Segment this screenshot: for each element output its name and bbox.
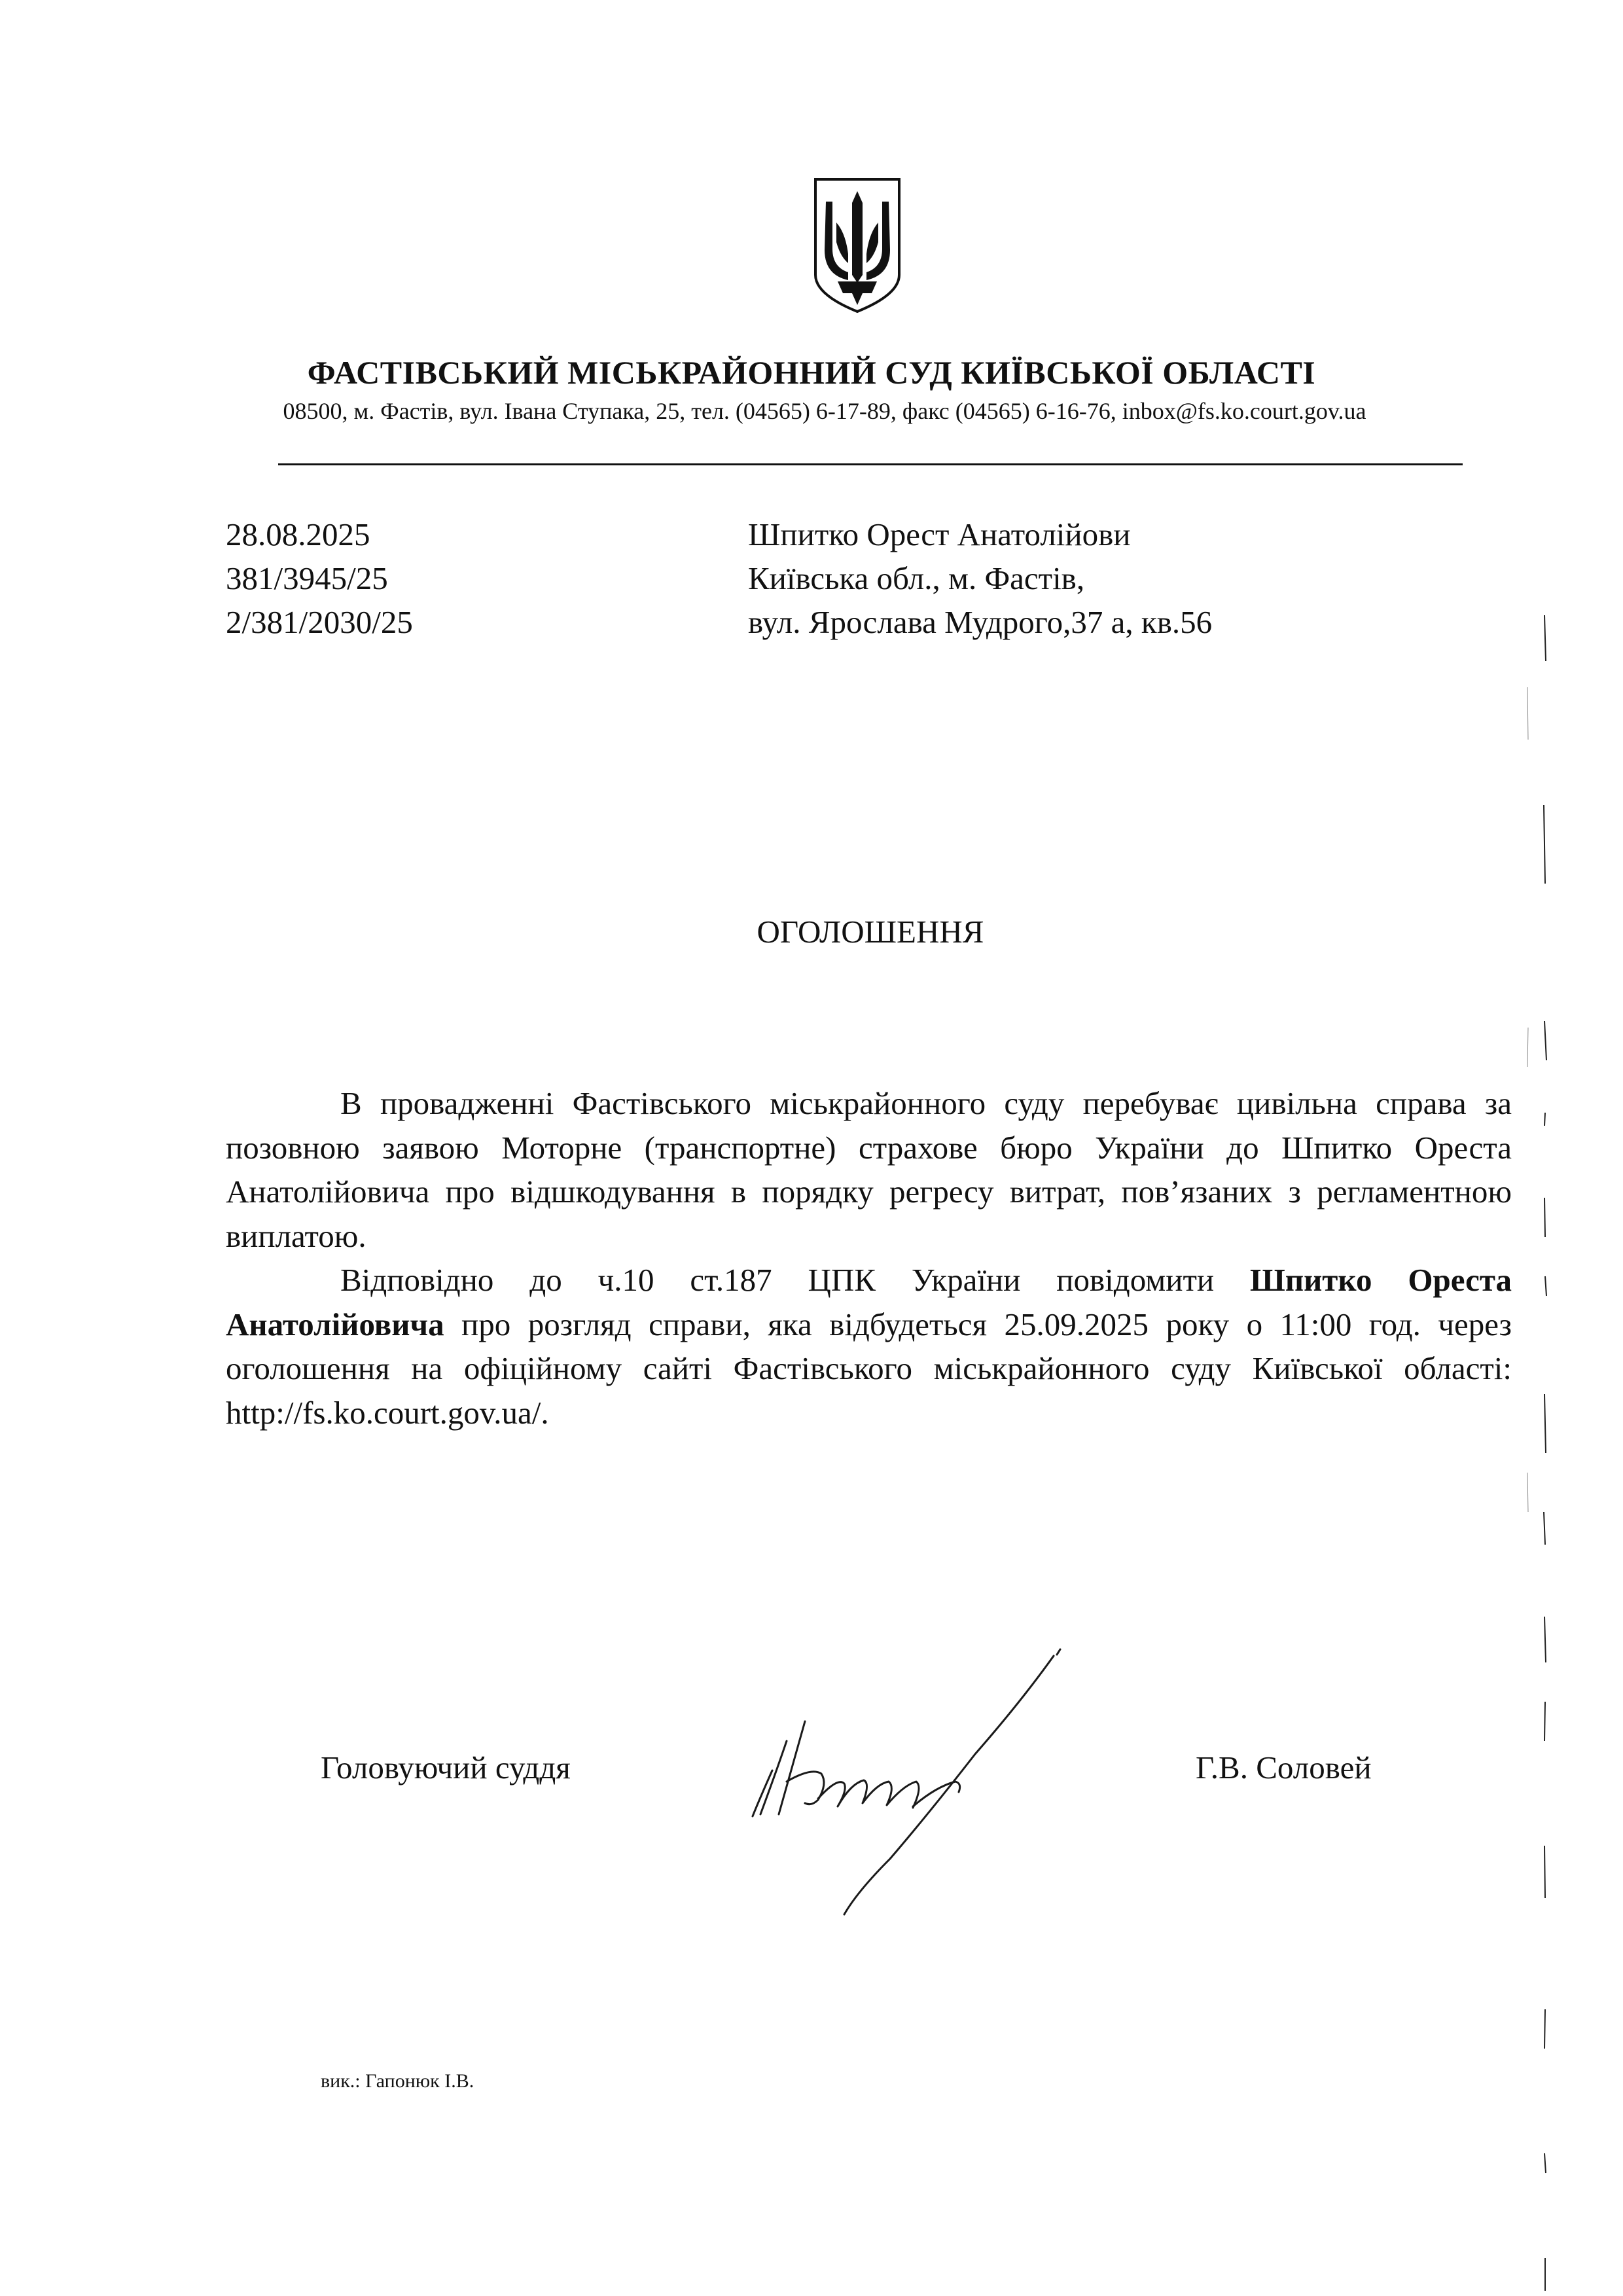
addressee-name: Шпитко Орест Анатолійови — [748, 516, 1131, 552]
notice-body — [226, 1081, 1512, 1435]
document-date: 28.08.2025 — [226, 516, 370, 552]
notification-text-start: Відповідно до ч.10 ст.187 ЦПК України повідомити — [340, 1262, 1251, 1298]
court-address: 08500, м. Фастів, вул. Івана Ступака, 25, тел. (04565) 6-17-89, факс (04565) 6-16-76, inbox@fs.ko.court.gov.ua — [283, 398, 1366, 424]
addressee-city: Київська обл., м. Фастів, — [748, 560, 1085, 596]
outgoing-number: 381/3945/25 — [226, 560, 388, 596]
header-divider — [278, 463, 1463, 465]
judge-name: Г.В. Соловей — [1196, 1749, 1372, 1785]
court-name: ФАСТІВСЬКИЙ МІСЬКРАЙОННИЙ СУД КИЇВСЬКОЇ ОБЛАСТІ — [307, 354, 1316, 391]
case-number: 2/381/2030/25 — [226, 604, 413, 640]
paragraph-case: В провадженні Фастівського міськрайонного суду перебуває цивільна справа за позовною заявою Моторне (транспортне) страхове бюро України до Шпитко Ореста Анатолійовича про відшкодування в порядку регресу витрат, пов’язаних з регламентною виплатою. — [226, 1085, 1512, 1254]
tryzub-icon — [812, 177, 903, 314]
notification-text-end: про розгляд справи, яка відбудеться 25.09.2025 року о 11:00 год. через оголошення на офіційному сайті Фастівського міськрайонного суду Київської області: http://fs.ko.court.gov.ua/. — [226, 1306, 1512, 1431]
defendant-name: Шпитко Ореста Анатолійовича — [226, 1262, 1512, 1342]
executor-note: вик.: Гапонюк І.В. — [321, 2070, 474, 2092]
document-title: ОГОЛОШЕННЯ — [757, 914, 984, 950]
judge-position: Головуючий суддя — [321, 1749, 571, 1785]
reference-block — [226, 512, 413, 644]
handwritten-signature — [713, 1643, 1080, 1924]
addressee-street: вул. Ярослава Мудрого,37 а, кв.56 — [748, 604, 1213, 640]
scan-edge-marks — [1525, 164, 1564, 2296]
paragraph-notification — [226, 1258, 1512, 1435]
addressee-block — [748, 512, 1212, 644]
